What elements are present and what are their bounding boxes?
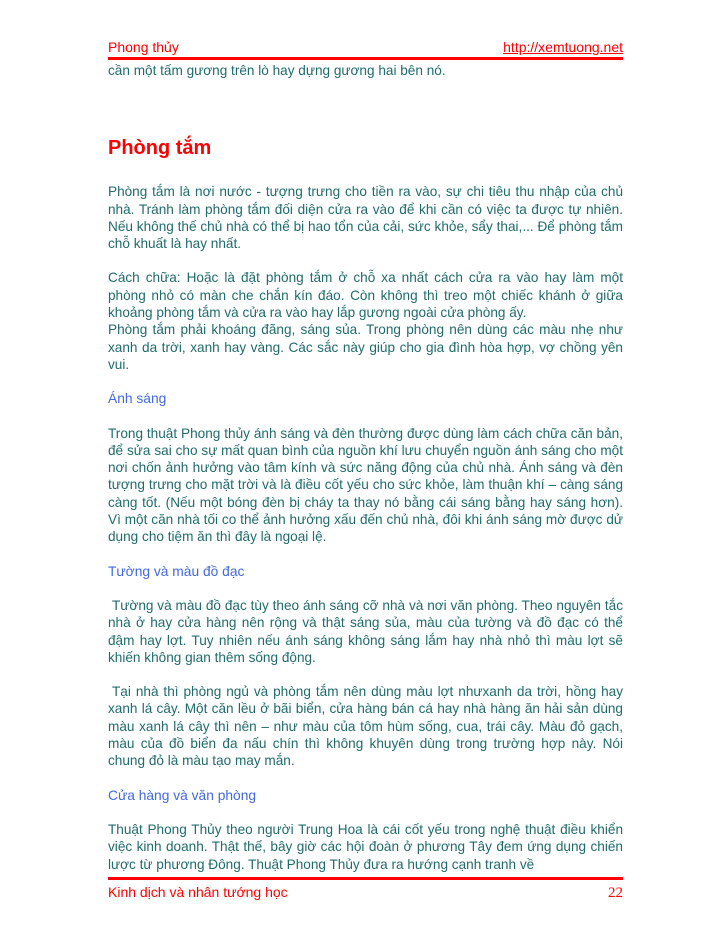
section-heading-shops: Cửa hàng và văn phòng xyxy=(108,787,257,803)
paragraph-light: Trong thuật Phong thủy ánh sáng và đèn thường được dùng làm cách chữa căn bản, để sửa sai cho sự mất quan bình của nguồn khí lưu chuyển nguồn ánh sáng cho một nơi chốn ảnh hưởng vào tâm kính và sức năng động của chủ nhà. Ánh sáng và đèn tượng trưng cho mặt trời và là điều cốt yếu cho sức khỏe, làm thuận khí – càng sáng càng tốt. (Nếu một bóng đèn bị cháy ta thay nó bằng cái sáng bằng hay sáng hơn). Vì một căn nhà tối co thể ảnh hưởng xấu đến chủ nhà, đôi khi ánh sáng mờ được dử dụng cho tiệm ăn thì đây là ngoại lệ. xyxy=(108,425,623,545)
header-book-title: Phong thủy xyxy=(108,39,179,55)
paragraph-walls-1: Tường và màu đồ đạc tùy theo ánh sáng cỡ nhà và nơi văn phòng. Theo nguyên tắc nhà ở hay cửa hàng nên rộng và thật sáng sủa, màu của tường và đồ đạc có thể đậm hay lợt. Tuy nhiên nếu ánh sáng không sáng lắm hay nhà nhỏ thì màu lợt sẽ khiến không gian thêm sống động. xyxy=(108,597,623,665)
paragraph-remedy: Cách chữa: Hoặc là đặt phòng tắm ở chỗ xa nhất cách cửa ra vào hay làm một phòng nhỏ có màn che chắn kín đáo. Còn không thì treo một chiếc khánh ở giữa khoảng phòng tắm và cửa ra vào hay lắp gương ngoài cửa phòng ấy. xyxy=(108,270,623,321)
chapter-title: Phòng tắm xyxy=(108,137,212,160)
footer-book-series: Kinh dịch và nhân tướng học xyxy=(108,884,288,900)
section-heading-light: Ánh sáng xyxy=(108,391,167,407)
paragraph-shops: Thuật Phong Thủy theo người Trung Hoa là cái cốt yếu trong nghệ thuật điều khiển việc kinh doanh. Thật thế, bây giờ các hội đoàn ở phương Tây đem ứng dụng chiến lược từ phương Đông. Thuật Phong Thủy đưa ra hướng cạnh tranh về xyxy=(108,821,623,872)
footer-row xyxy=(108,883,623,902)
page-footer xyxy=(108,876,623,902)
footer-page-number: 22 xyxy=(608,885,623,901)
paragraph-bathroom-colors: Phòng tắm phải khoáng đãng, sáng sủa. Trong phòng nên dùng các màu nhẹ như xanh da trời, xanh hay vàng. Các sắc này giúp cho gia đình hòa hợp, vợ chồng yên vui. xyxy=(108,322,623,372)
footer-divider-rule xyxy=(108,877,623,880)
page-content xyxy=(108,38,623,890)
page-header xyxy=(108,38,623,56)
paragraph-walls-2: Tại nhà thì phòng ngủ và phòng tắm nên dùng màu lợt nhưxanh da trời, hồng hay xanh lá cây. Một căn lều ở bãi biển, cửa hàng bán cá hay nhà hàng ăn hải sản dùng màu xanh lá cây thì nên – như màu của tôm hùm sống, cua, trái cây. Màu đỏ gạch, màu của đồ biển đa nấu chín thì không khuyên dùng trong trường hợp này. Nói chung đỏ là màu tạo may mắn. xyxy=(108,684,623,769)
paragraph-bathroom-intro: Phòng tắm là nơi nước - tượng trưng cho tiền ra vào, sự chi tiêu thu nhập của chủ nhà. Tránh làm phòng tắm đối diện cửa ra vào để khi cần có việc ta được tự nhiên. Nếu không thế chủ nhà có thể bị hao tổn của cải, sức khỏe, sẩy thai,... Để phòng tắm chỗ khuất là hay nhất. xyxy=(108,184,623,252)
paragraph-group-remedy xyxy=(108,269,623,373)
carryover-sentence: cần một tấm gương trên lò hay dựng gương hai bên nó. xyxy=(108,63,446,78)
section-heading-walls: Tường và màu đồ đạc xyxy=(108,563,245,579)
header-divider-rule xyxy=(108,57,623,60)
header-site-link[interactable]: http://xemtuong.net xyxy=(503,39,623,55)
